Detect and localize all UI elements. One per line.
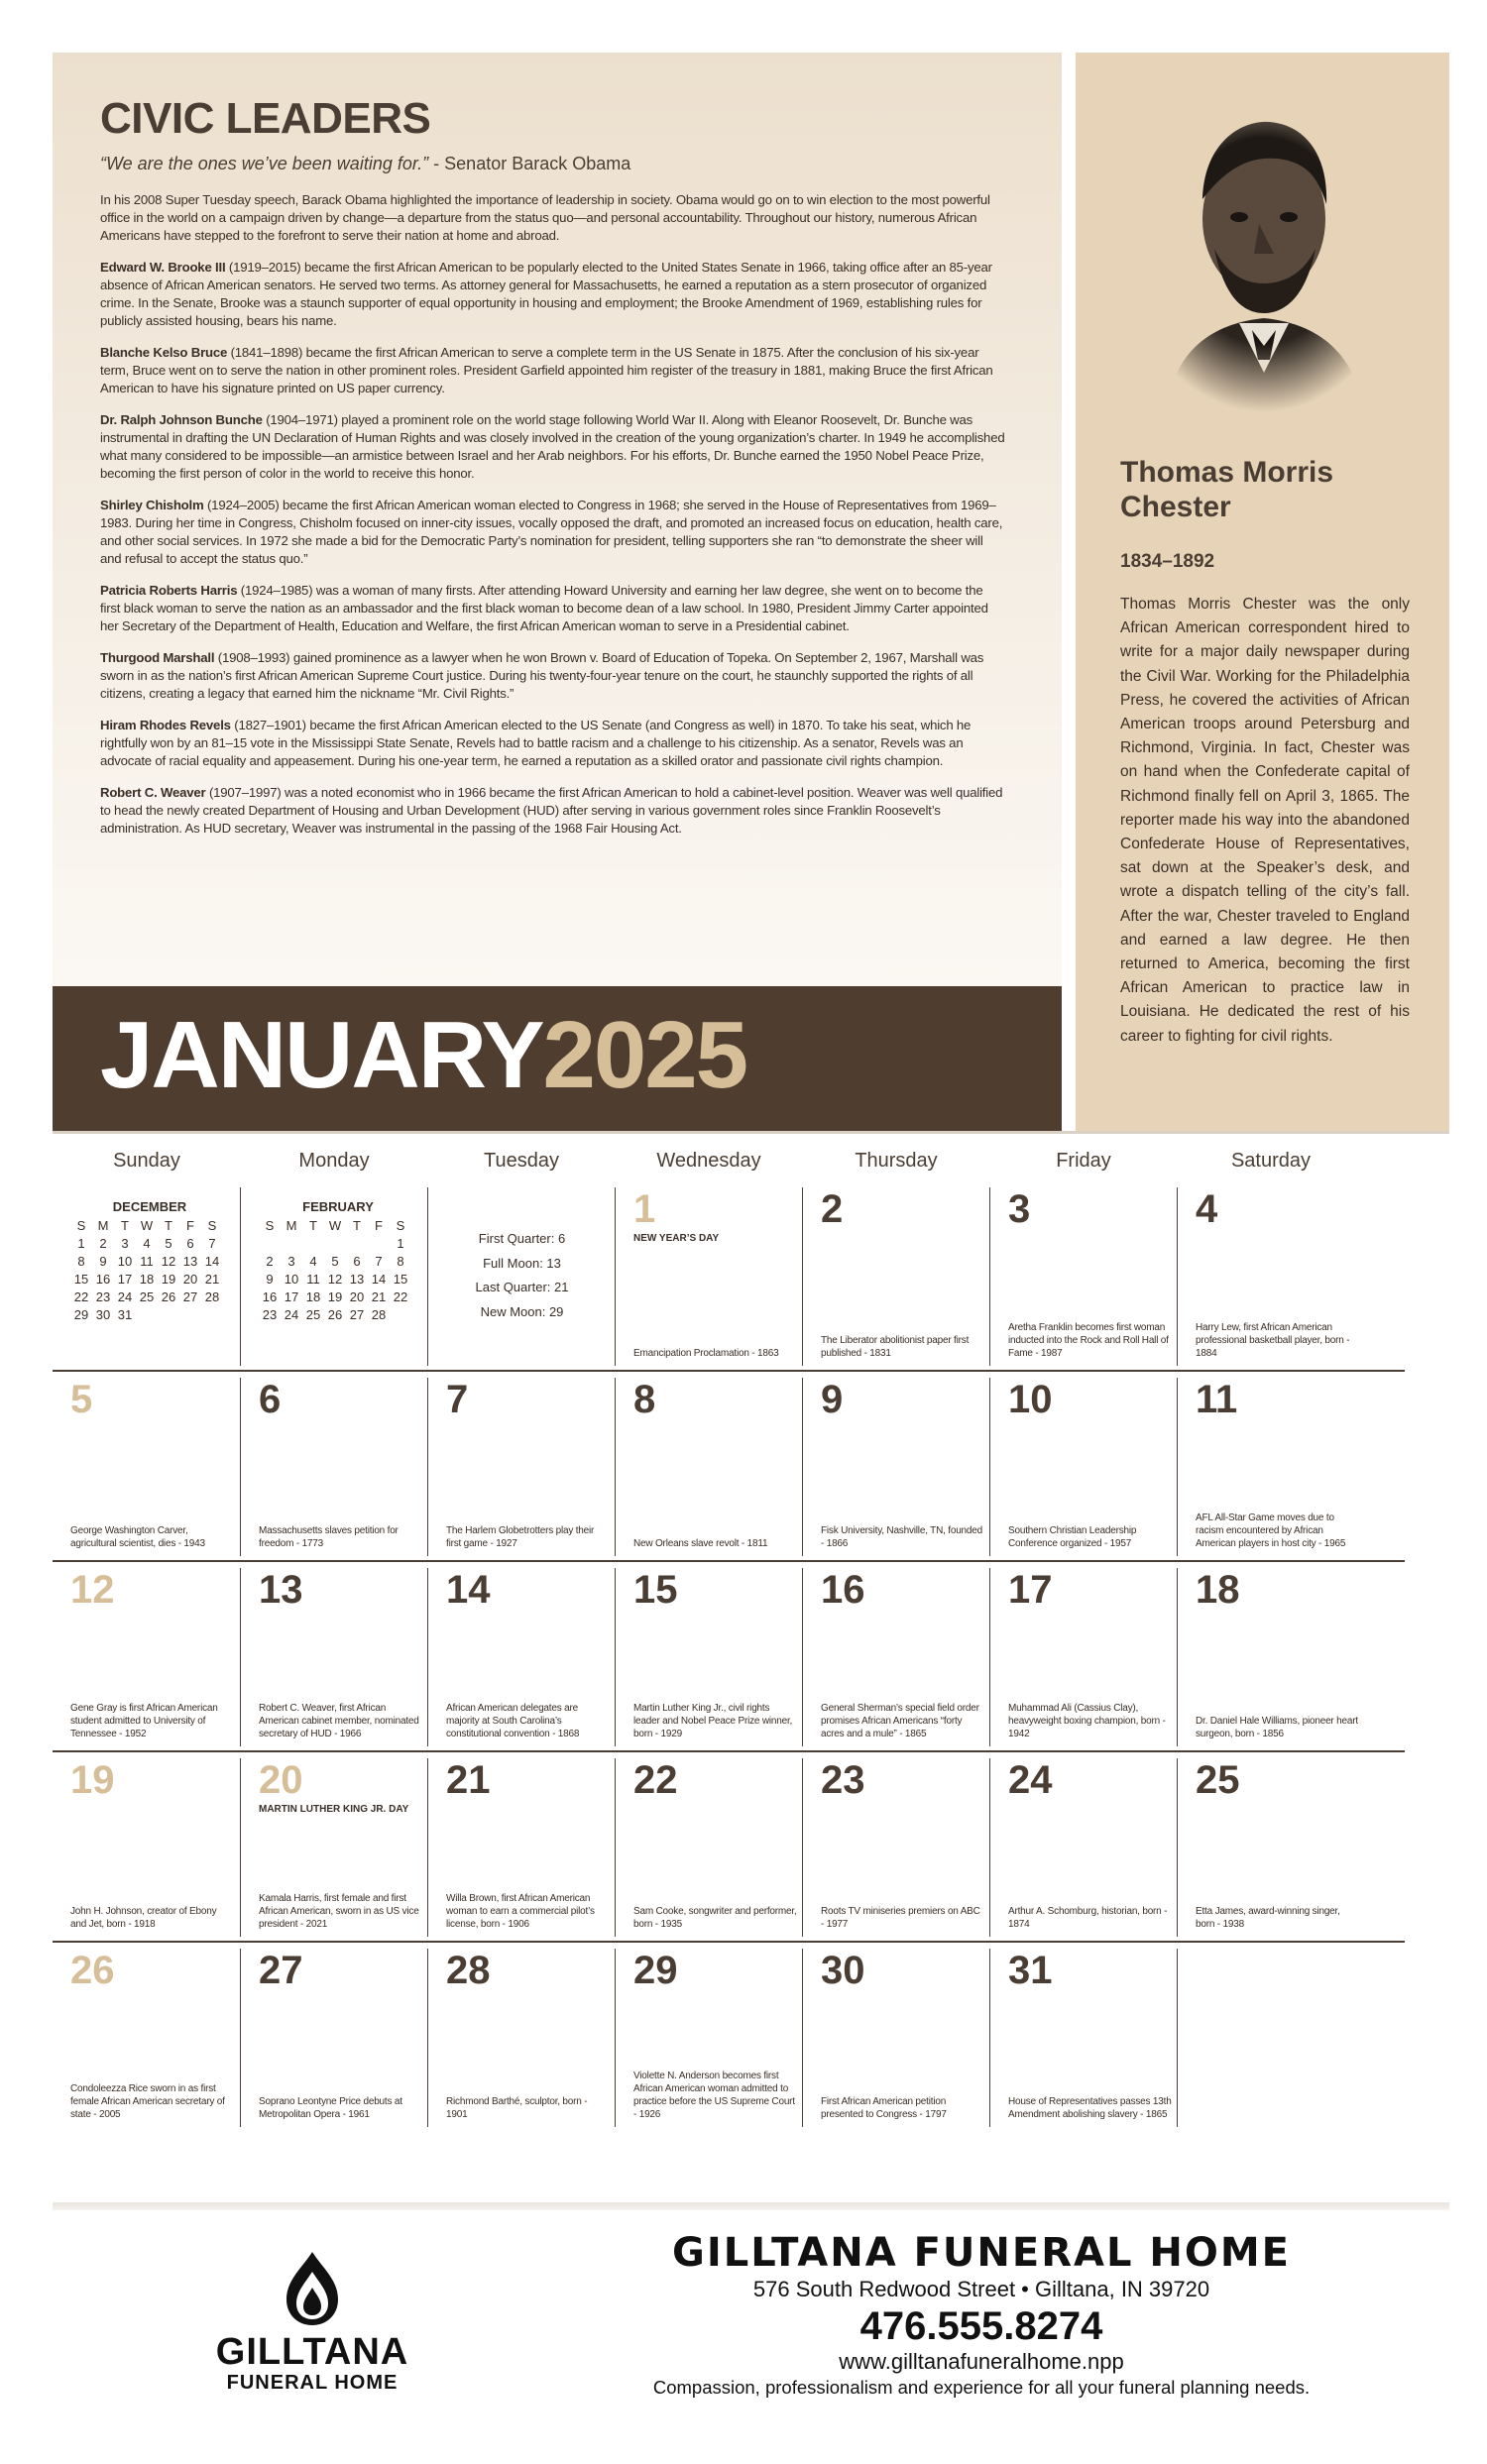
leader-text: (1908–1993) gained prominence as a lawyer when he won Brown v. Board of Education of Topeka. On September 2, 1967, Marshall was sworn in as the nation’s first African American Supreme Court justice. During his twenty-four-year tenure on the court, he staunchly supported the rights of all citizens, creating a legacy that earned him the nickname “Mr. Civil Rights.” (100, 650, 984, 701)
leader-name: Edward W. Brooke III (100, 260, 226, 275)
essay-quote (100, 154, 630, 174)
leader-name: Hiram Rhodes Revels (100, 718, 231, 732)
calendar-cell (802, 1758, 989, 1937)
mini-calendar-day: 2 (99, 1236, 107, 1251)
mini-calendar-day: 24 (117, 1289, 133, 1304)
calendar-cell (240, 1568, 427, 1746)
day-number: 24 (1008, 1758, 1053, 1802)
mini-calendar-day: M (97, 1218, 109, 1233)
calendar-cell (615, 1187, 802, 1366)
mini-calendar-day: 14 (204, 1254, 220, 1269)
weekday-header: Thursday (855, 1150, 938, 1172)
mini-calendar-day: 2 (266, 1254, 274, 1269)
day-number: 23 (821, 1758, 865, 1802)
mini-calendar-day: 21 (204, 1272, 220, 1287)
calendar-cell (1177, 1378, 1364, 1556)
mini-calendar-day: 18 (139, 1272, 155, 1287)
calendar-cell (427, 1378, 615, 1556)
day-event: George Washington Carver, agricultural scientist, dies - 1943 (70, 1525, 205, 1549)
mini-calendar-day: F (375, 1218, 383, 1233)
mini-calendar-day: 6 (186, 1236, 194, 1251)
day-event: Richmond Barthé, sculptor, born - 1901 (446, 2096, 588, 2120)
calendar-cell (989, 1758, 1177, 1937)
day-event: Arthur A. Schomburg, historian, born - 1874 (1008, 1906, 1168, 1930)
mini-calendar-day: 1 (77, 1236, 85, 1251)
holiday-label: NEW YEAR’S DAY (633, 1233, 720, 1244)
leader-paragraph (100, 582, 1006, 635)
day-number: 19 (70, 1758, 115, 1802)
day-number: 11 (1196, 1378, 1238, 1421)
mini-calendar-day: 3 (121, 1236, 129, 1251)
profile-name: Thomas Morris Chester (1120, 456, 1334, 523)
calendar-cell (53, 1568, 240, 1746)
holiday-label: MARTIN LUTHER KING JR. DAY (259, 1804, 409, 1815)
mini-calendar-day: 28 (204, 1289, 220, 1304)
banner-title (100, 1002, 747, 1108)
day-number: 5 (70, 1378, 93, 1421)
day-event: AFL All-Star Game moves due to racism encountered by African American players in host city - 1965 (1196, 1512, 1346, 1549)
mini-calendar-day: 11 (140, 1254, 154, 1269)
weekday-header: Wednesday (656, 1150, 761, 1172)
mini-calendar-day: 19 (327, 1289, 343, 1304)
mini-calendar-day: 4 (309, 1254, 317, 1269)
day-event: Emancipation Proclamation - 1863 (633, 1348, 779, 1359)
weekday-header: Tuesday (484, 1150, 559, 1172)
calendar-cell (427, 1568, 615, 1746)
mini-calendar-day: 26 (161, 1289, 176, 1304)
leader-text: (1904–1971) played a prominent role on the world stage following World War II. Along with Eleanor Roosevelt, Dr. Bunche was instrumental in drafting the UN Declaration of Human Rights and was closely involved in the creation of the young organization’s charter. In 1949 he accomplished what many considered to be impossible—an armistice between Israel and her Arab neighbors. For his efforts, Dr. Bunche earned the 1950 Nobel Peace Prize, becoming the first person of color in the world to receive this honor. (100, 412, 1005, 481)
mini-calendar-day: 7 (208, 1236, 216, 1251)
essay-intro: In his 2008 Super Tuesday speech, Barack Obama highlighted the importance of leadership in society. Obama would go on to win election to the most powerful office in the world on a campaign driven by change—a departure from the status quo—and personal accountability. Throughout our history, numerous African Americans have stepped to the forefront to serve their nation at home and abroad. (100, 192, 990, 243)
calendar-cell (53, 1378, 240, 1556)
leader-text: (1924–2005) became the first African American woman elected to Congress in 1968; she served in the House of Representatives from 1969–1983. During her time in Congress, Chisholm focused on inner-city issues, vocally opposed the draft, and promoted an increased focus on education, health care, and other social services. In 1972 she made a bid for the Democratic Party’s nomination for president, telling supporters she ran “to demonstrate the sheer will and refusal to accept the status quo.” (100, 498, 1003, 566)
day-number: 13 (259, 1568, 303, 1612)
moon-phase: Full Moon: 13 (483, 1255, 561, 1271)
leader-name: Robert C. Weaver (100, 785, 206, 800)
day-event: Southern Christian Leadership Conference organized - 1957 (1008, 1525, 1137, 1549)
month-banner (53, 986, 1062, 1131)
day-number: 4 (1196, 1187, 1218, 1231)
mini-calendar-day: T (309, 1218, 317, 1233)
leader-text: (1907–1997) was a noted economist who in 1966 became the first African American to hold a cabinet-level position. Weaver was well qualified to head the newly created Department of Housing and Urban Development (HUD) after serving in various government roles since Franklin Roosevelt’s administration. As HUD secretary, Weaver was instrumental in the passing of the 1968 Fair Housing Act. (100, 785, 1003, 836)
calendar-row-divider (53, 1941, 1405, 1943)
calendar-cell (240, 1949, 427, 2127)
calendar-row-divider (53, 1370, 1405, 1372)
profile-years: 1834–1892 (1120, 551, 1215, 572)
logo-subtitle: FUNERAL HOME (226, 2372, 399, 2394)
funeral-home-info (535, 2230, 1428, 2401)
mini-calendar-day: 25 (305, 1307, 321, 1322)
calendar-row-divider (53, 1750, 1405, 1752)
mini-calendar-day (368, 1236, 390, 1251)
banner-month: JANUARY (100, 1002, 543, 1108)
mini-calendar-day: 20 (349, 1289, 365, 1304)
calendar-cell (615, 1378, 802, 1556)
leader-paragraph (100, 717, 1006, 770)
calendar-cell (989, 1378, 1177, 1556)
day-event: Soprano Leontyne Price debuts at Metropolitan Opera - 1961 (259, 2096, 402, 2120)
day-number: 12 (70, 1568, 115, 1612)
leader-text: (1827–1901) became the first African American elected to the US Senate (and Congress as well) in 1870. To take his seat, which he rightfully won by an 81–15 vote in the Mississippi State Senate, Revels had to battle racism and a challenge to his citizenship. As a senator, Revels was an advocate of racial equality and appeasement. During his one-year term, he earned a reputation as a skilled orator and passionate civil rights champion. (100, 718, 972, 768)
day-event: Roots TV miniseries premiers on ABC - 1977 (821, 1906, 980, 1930)
business-website[interactable]: www.gilltanafuneralhome.npp (839, 2349, 1124, 2374)
mini-calendar-day: 24 (284, 1307, 299, 1322)
mini-calendar-day: 6 (353, 1254, 361, 1269)
day-event: Robert C. Weaver, first African American cabinet member, nominated secretary of HUD - 1966 (259, 1703, 419, 1739)
mini-calendar-day: 17 (117, 1272, 133, 1287)
mini-calendar-day: 18 (305, 1289, 321, 1304)
day-number: 2 (821, 1187, 844, 1231)
calendar-cell (989, 1187, 1177, 1366)
mini-calendar-mini_next (259, 1199, 417, 1322)
mini-calendar-day (158, 1307, 179, 1322)
day-number: 8 (633, 1378, 656, 1421)
mini-calendar-day (136, 1307, 158, 1322)
leader-text: (1841–1898) became the first African American to serve a complete term in the US Senate in 1875. After the conclusion of his six-year term, Bruce went on to serve the nation in other prominent roles. President Garfield appointed him register of the treasury in 1881, making Bruce the first African American to have his signature printed on US paper currency. (100, 345, 993, 395)
business-address: 576 South Redwood Street • Gilltana, IN 39720 (752, 2277, 1210, 2301)
mini-calendar-day: 12 (327, 1272, 343, 1287)
day-number: 21 (446, 1758, 491, 1802)
mini-calendar-day (302, 1236, 324, 1251)
day-number: 28 (446, 1949, 491, 1992)
calendar-cell (53, 1949, 240, 2127)
mini-calendar-day (390, 1307, 411, 1322)
calendar-cell (427, 1187, 615, 1366)
business-phone: 476.555.8274 (859, 2304, 1103, 2348)
day-number: 9 (821, 1378, 844, 1421)
leader-name: Blanche Kelso Bruce (100, 345, 228, 360)
mini-calendar-day: 21 (371, 1289, 387, 1304)
mini-calendar-day: M (286, 1218, 297, 1233)
calendar-cell (989, 1568, 1177, 1746)
mini-calendar-day: 13 (182, 1254, 198, 1269)
leader-name: Dr. Ralph Johnson Bunche (100, 412, 263, 427)
mini-calendar-day (324, 1236, 346, 1251)
day-number: 10 (1008, 1378, 1053, 1421)
business-tagline: Compassion, professionalism and experience for all your funeral planning needs. (652, 2377, 1311, 2398)
day-number: 14 (446, 1568, 491, 1612)
calendar-cell (802, 1568, 989, 1746)
mini-calendar-day: S (76, 1218, 86, 1233)
calendar-cell (989, 1949, 1177, 2127)
day-number: 16 (821, 1568, 865, 1612)
calendar-cell (427, 1758, 615, 1937)
mini-calendar-day: 17 (284, 1289, 299, 1304)
calendar-cell (53, 1187, 240, 1366)
leader-text: (1919–2015) became the first African American to be popularly elected to the United States Senate in 1966, taking office after an 85-year absence of African American senators. He served two terms. As attorney general for Massachusetts, he earned a reputation as a stern prosecutor of organized crime. In the Senate, Brooke was a staunch supporter of equal opportunity in housing and employment; the Brooke Amendment of 1969, establishing rules for publicly assisted housing, bears his name. (100, 260, 992, 328)
day-event: Sam Cooke, songwriter and performer, born - 1935 (633, 1906, 797, 1930)
mini-calendar-grid (70, 1218, 229, 1322)
calendar-row-divider (53, 1560, 1405, 1562)
mini-calendar-day: 25 (139, 1289, 155, 1304)
day-event: New Orleans slave revolt - 1811 (633, 1538, 768, 1549)
weekday-header: Sunday (113, 1150, 180, 1172)
calendar-cell (615, 1758, 802, 1937)
day-number: 18 (1196, 1568, 1240, 1612)
calendar-divider (53, 1131, 1449, 1134)
moon-phase: Last Quarter: 21 (475, 1280, 569, 1294)
calendar-cell (1177, 1949, 1364, 2127)
mini-calendar-day: 16 (262, 1289, 278, 1304)
mini-calendar-day: 8 (77, 1254, 85, 1269)
mini-calendar-day: S (265, 1218, 275, 1233)
day-number: 26 (70, 1949, 115, 1992)
calendar-cell (240, 1187, 427, 1366)
mini-calendar-day: 31 (117, 1307, 133, 1322)
calendar-cell (1177, 1187, 1364, 1366)
profile-panel (1076, 53, 1449, 1131)
mini-calendar-day: 7 (375, 1254, 383, 1269)
leader-paragraph (100, 649, 1006, 703)
mini-calendar-day: 5 (331, 1254, 339, 1269)
mini-calendar-day: S (396, 1218, 405, 1233)
day-event: The Harlem Globetrotters play their first game - 1927 (446, 1525, 595, 1549)
mini-calendar-day: 28 (371, 1307, 387, 1322)
mini-calendar-day: 5 (165, 1236, 172, 1251)
mini-calendar-day: T (121, 1218, 129, 1233)
quote-text: “We are the ones we’ve been waiting for.” (100, 154, 429, 173)
day-number: 31 (1008, 1949, 1053, 1992)
weekday-header: Monday (298, 1150, 370, 1172)
calendar-cell (802, 1378, 989, 1556)
moon-phase: First Quarter: 6 (478, 1231, 566, 1246)
mini-calendar-day: 9 (99, 1254, 107, 1269)
mini-calendar-title: DECEMBER (112, 1199, 187, 1214)
calendar-cell (615, 1568, 802, 1746)
calendar-cell (802, 1187, 989, 1366)
mini-calendar-title: FEBRUARY (302, 1199, 374, 1214)
mini-calendar-day: W (140, 1218, 154, 1233)
day-number: 7 (446, 1378, 469, 1421)
day-event: Kamala Harris, first female and first African American, sworn in as US vice president - 2021 (259, 1893, 419, 1930)
mini-calendar-day: 15 (73, 1272, 89, 1287)
calendar-cell (615, 1949, 802, 2127)
moon-phase: New Moon: 29 (480, 1303, 564, 1319)
day-event: Harry Lew, first African American professional basketball player, born - 1884 (1196, 1322, 1350, 1359)
essay-title: CIVIC LEADERS (100, 94, 431, 143)
day-number: 20 (259, 1758, 303, 1802)
mini-calendar-day: 23 (95, 1289, 111, 1304)
mini-calendar-day: 10 (117, 1254, 133, 1269)
profile-bio: Thomas Morris Chester was the only African American correspondent hired to write for a major daily newspaper during the Civil War. Working for the Philadelphia Press, he covered the activities of African American troops around Petersburg and Richmond, Virginia. In fact, Chester was on hand when the Confederate capital of Richmond finally fell on April 3, 1865. The reporter made his way into the abandoned Confederate House of Representatives, sat down at the Speaker’s desk, and wrote a dispatch telling of the city’s fall. After the war, Chester traveled to England and earned a law degree. He then returned to America, becoming the first African American to practice law in Louisiana. He dedicated the rest of his career to fighting for civil rights. (1120, 596, 1410, 1045)
day-event: John H. Johnson, creator of Ebony and Jet, born - 1918 (70, 1906, 217, 1930)
mini-calendar-day (179, 1307, 201, 1322)
mini-calendar-day: S (207, 1218, 217, 1233)
mini-calendar-day: 14 (371, 1272, 387, 1287)
leader-text: (1924–1985) was a woman of many firsts. After attending Howard University and earning her law degree, she went on to become the first black woman to serve the nation as an ambassador and the first black woman to become dean of a law school. In 1980, President Jimmy Carter appointed her Secretary of the Department of Health, Education and Welfare, the first African American woman to serve in a Presidential cabinet. (100, 583, 988, 633)
day-number: 3 (1008, 1187, 1031, 1231)
mini-calendar-grid (259, 1218, 417, 1322)
day-number: 17 (1008, 1568, 1053, 1612)
day-number: 29 (633, 1949, 678, 1992)
mini-calendar-day: 10 (284, 1272, 299, 1287)
mini-calendar-day: 4 (143, 1236, 151, 1251)
mini-calendar-day: T (165, 1218, 172, 1233)
weekday-header: Saturday (1230, 1150, 1312, 1172)
mini-calendar-day: 15 (393, 1272, 408, 1287)
mini-calendar-day: 22 (393, 1289, 408, 1304)
day-event: Condoleezza Rice sworn in as first female African American secretary of state - 2005 (70, 2083, 225, 2120)
banner-year: 2025 (542, 1002, 747, 1108)
day-event: African American delegates are majority at South Carolina’s constitutional convention - 1868 (446, 1703, 580, 1739)
day-event: Aretha Franklin becomes first woman inducted into the Rock and Roll Hall of Fame - 1987 (1008, 1322, 1169, 1359)
day-event: The Liberator abolitionist paper first published - 1831 (821, 1335, 970, 1359)
leader-name: Shirley Chisholm (100, 498, 204, 512)
mini-calendar-day: 20 (182, 1272, 198, 1287)
day-number: 1 (633, 1187, 656, 1231)
mini-calendar-mini_prev (70, 1199, 229, 1322)
mini-calendar-day: 16 (95, 1272, 111, 1287)
mini-calendar-day: 30 (95, 1307, 111, 1322)
leader-name: Patricia Roberts Harris (100, 583, 238, 598)
leader-paragraph (100, 784, 1006, 838)
calendar-cell (240, 1378, 427, 1556)
day-number: 30 (821, 1949, 865, 1992)
mini-calendar-day: 27 (349, 1307, 365, 1322)
mini-calendar-day (281, 1236, 302, 1251)
mini-calendar-day: 8 (397, 1254, 404, 1269)
mini-calendar-day: 22 (73, 1289, 89, 1304)
portrait-illustration (1135, 100, 1393, 412)
essay-panel (53, 53, 1062, 986)
mini-calendar-day: 11 (306, 1272, 320, 1287)
mini-calendar-day: 13 (349, 1272, 365, 1287)
day-event: Dr. Daniel Hale Williams, pioneer heart surgeon, born - 1856 (1196, 1716, 1358, 1739)
calendar-cell (240, 1758, 427, 1937)
mini-calendar-day: 12 (161, 1254, 176, 1269)
day-event: Fisk University, Nashville, TN, founded - 1866 (821, 1525, 983, 1549)
mini-calendar-day: 3 (287, 1254, 295, 1269)
day-event: Martin Luther King Jr., civil rights leader and Nobel Peace Prize winner, born - 1929 (633, 1703, 793, 1739)
mini-calendar-day: 26 (327, 1307, 343, 1322)
calendar-cell (1177, 1758, 1364, 1937)
mini-calendar-day: W (328, 1218, 342, 1233)
leader-paragraph (100, 344, 1006, 397)
day-event: General Sherman’s special field order promises African Americans “forty acres and a mule” - 1865 (821, 1703, 979, 1739)
mini-calendar-day: 9 (266, 1272, 274, 1287)
flame-logo-icon (283, 2250, 342, 2327)
calendar-cell (802, 1949, 989, 2127)
funeral-home-logo (198, 2250, 426, 2395)
calendar-cell (53, 1758, 240, 1937)
essay-body (100, 191, 1006, 851)
quote-author: - Senator Barack Obama (428, 154, 631, 173)
leader-paragraph (100, 497, 1006, 568)
day-event: House of Representatives passes 13th Amendment abolishing slavery - 1865 (1008, 2096, 1172, 2120)
day-event: Etta James, award-winning singer, born - 1938 (1196, 1906, 1340, 1930)
mini-calendar-day: 27 (182, 1289, 198, 1304)
footer-divider (53, 2202, 1449, 2210)
mini-calendar-day: T (353, 1218, 361, 1233)
day-event: First African American petition presented to Congress - 1797 (821, 2096, 947, 2120)
day-number: 6 (259, 1378, 282, 1421)
weekday-header: Friday (1056, 1150, 1111, 1172)
leader-name: Thurgood Marshall (100, 650, 215, 665)
mini-calendar-day: 29 (73, 1307, 89, 1322)
moon-phases (428, 1227, 616, 1324)
leader-paragraph (100, 411, 1006, 483)
day-number: 27 (259, 1949, 303, 1992)
logo-name: GILLTANA (215, 2331, 409, 2373)
day-event: Willa Brown, first African American woman to earn a commercial pilot’s license, born - 1906 (446, 1893, 595, 1930)
day-event: Muhammad Ali (Cassius Clay), heavyweight boxing champion, born - 1942 (1008, 1703, 1166, 1739)
mini-calendar-day (259, 1236, 281, 1251)
day-event: Massachusetts slaves petition for freedom - 1773 (259, 1525, 399, 1549)
day-number: 22 (633, 1758, 678, 1802)
day-number: 25 (1196, 1758, 1240, 1802)
mini-calendar-day: 19 (161, 1272, 176, 1287)
business-name: GILLTANA FUNERAL HOME (672, 2230, 1291, 2276)
mini-calendar-day: 23 (262, 1307, 278, 1322)
leader-paragraph (100, 259, 1006, 330)
day-number: 15 (633, 1568, 678, 1612)
mini-calendar-day (201, 1307, 223, 1322)
mini-calendar-day: 1 (397, 1236, 404, 1251)
mini-calendar-day: F (186, 1218, 194, 1233)
day-event: Gene Gray is first African American student admitted to University of Tennessee - 1952 (70, 1703, 218, 1739)
calendar-cell (1177, 1568, 1364, 1746)
calendar-cell (427, 1949, 615, 2127)
day-event: Violette N. Anderson becomes first African American woman admitted to practice before the US Supreme Court - 1926 (633, 2071, 795, 2120)
mini-calendar-day (346, 1236, 368, 1251)
